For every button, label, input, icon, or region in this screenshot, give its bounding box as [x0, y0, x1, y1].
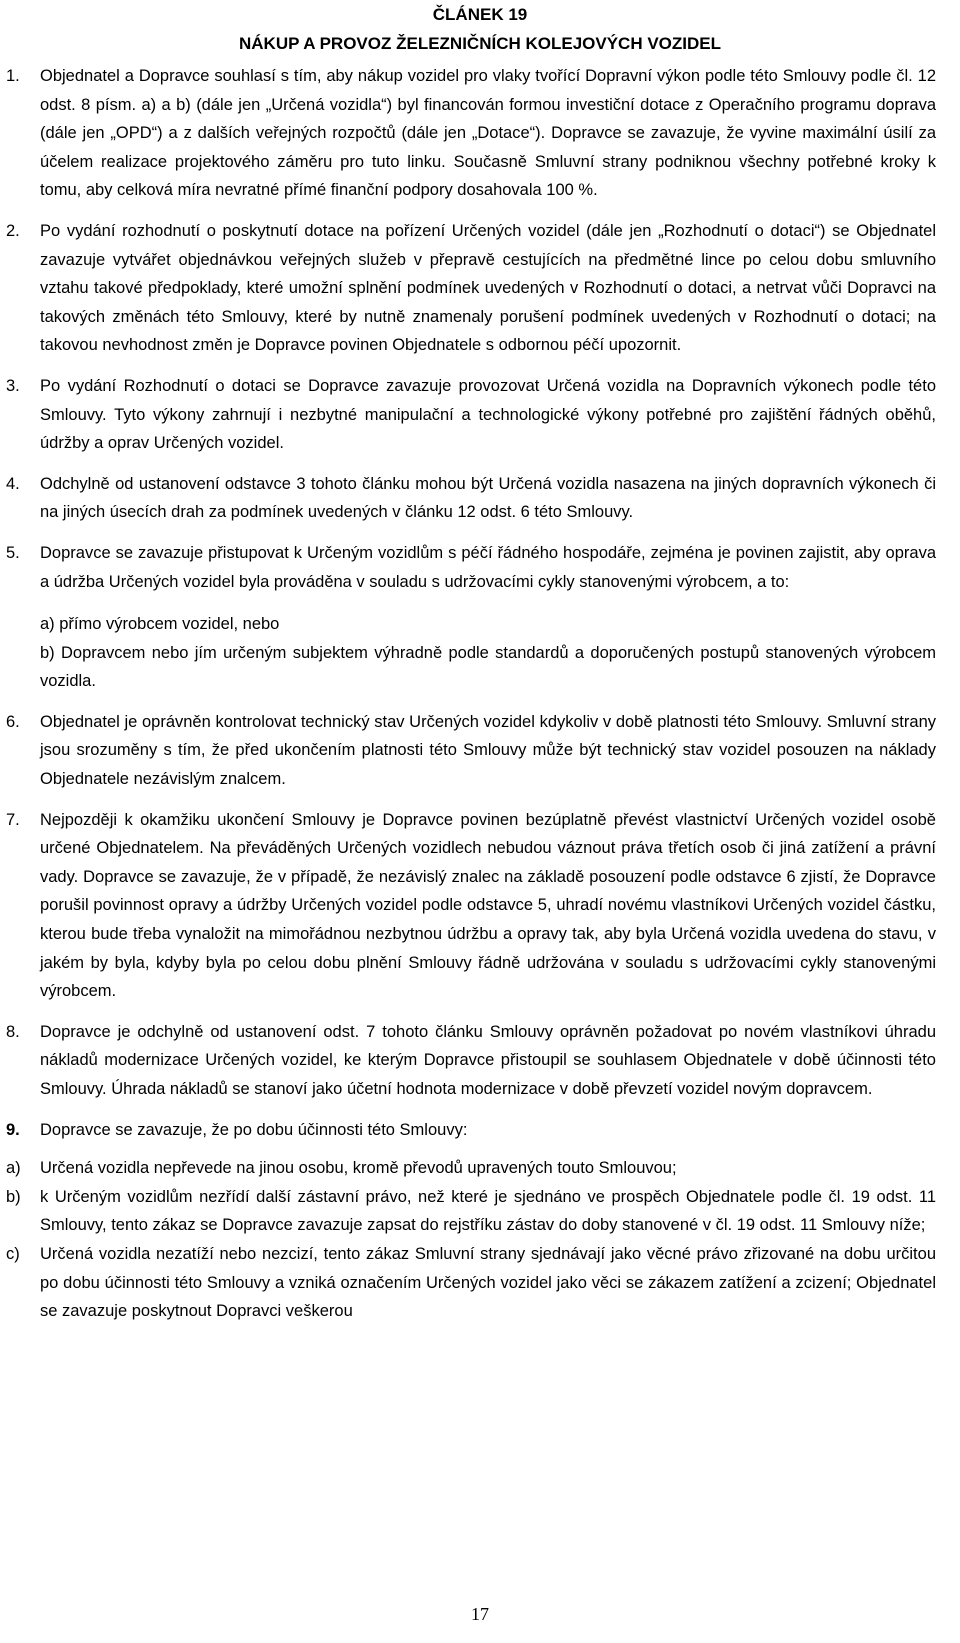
paragraph-subitems	[40, 610, 936, 696]
paragraph-number: 5.	[6, 543, 20, 562]
paragraph-text: Objednatel je oprávněn kontrolovat technický stav Určených vozidel kdykoliv v době platnosti této Smlouvy. Smluvní strany jsou srozuměny s tím, že před ukončením platnosti této Smlouvy může být technický stav vozidel posouzen na náklady Objednatele nezávislým znalcem.	[40, 712, 936, 789]
paragraph-text: Po vydání rozhodnutí o poskytnutí dotace na pořízení Určených vozidel (dále jen „Rozhodnutí o dotaci“) se Objednatel zavazuje vytvářet objednávkou veřejných služeb v přepravě cestujících na předmětné lince po celou dobu smluvního vztahu takové předpoklady, které umožní splnění podmínek uvedených v Rozhodnutí o dotaci, a netrvat vůči Dopravci na takových změnách této Smlouvy, které by nutně znamenaly porušení podmínek uvedených v Rozhodnutí o dotaci; na takovou nevhodnost změn je Dopravce povinen Objednatele s odbornou péčí upozornit.	[40, 221, 936, 355]
paragraph-number: 2.	[6, 221, 20, 240]
list-item	[6, 1240, 936, 1326]
paragraph-text: Nejpozději k okamžiku ukončení Smlouvy je Dopravce povinen bezúplatně převést vlastnictví Určených vozidel osobě určené Objednatelem. Na převáděných Určených vozidlech nebudou váznout práva třetích osob či jiná zatížení a právní vady. Dopravce se zavazuje, že v případě, že nezávislý znalec na základě posouzení podle odstavce 6 zjistí, že Dopravce porušil povinnost opravy a údržby Určených vozidel podle odstavce 5, uhradí novému vlastníkovi Určených vozidel částku, kterou bude třeba vynaložit na mimořádnou nezbytnou údržbu a opravy tak, aby byla Určená vozidla uvedena do stavu, v jakém by byla, kdyby byla po celou dobu plnění Smlouvy řádně udržována v souladu s udržovacími cykly stanovenými výrobcem.	[40, 810, 936, 1001]
paragraph-text: Dopravce je odchylně od ustanovení odst. 7 tohoto článku Smlouvy oprávněn požadovat po novém vlastníkovi úhradu nákladů modernizace Určených vozidel, ke kterým Dopravce přistoupil se souhlasem Objednatele v době účinnosti této Smlouvy. Úhrada nákladů se stanoví jako účetní hodnota modernizace v době převzetí vozidel novým dopravcem.	[40, 1022, 936, 1098]
list-item	[6, 1183, 936, 1240]
paragraph-text: Odchylně od ustanovení odstavce 3 tohoto článku mohou být Určená vozidla nasazena na jiných dopravních výkonech či na jiných úsecích drah za podmínek uvedených v článku 12 odst. 6 této Smlouvy.	[40, 474, 936, 522]
paragraph-number: 8.	[6, 1022, 20, 1041]
paragraph-5	[6, 539, 936, 696]
paragraph-number: 6.	[6, 712, 20, 731]
paragraph-1	[6, 62, 936, 205]
article-heading	[0, 0, 960, 58]
paragraph-3	[6, 372, 936, 458]
paragraph-8	[6, 1018, 936, 1104]
list-item-label: c)	[6, 1244, 20, 1263]
paragraph-2	[6, 217, 936, 360]
paragraph-number: 4.	[6, 474, 20, 493]
paragraph-number: 1.	[6, 67, 20, 85]
paragraph-6	[6, 708, 936, 794]
paragraph-9	[6, 1116, 936, 1145]
paragraph-4	[6, 470, 936, 527]
list-item-label: b)	[6, 1187, 21, 1206]
paragraph-9-list	[6, 1154, 936, 1326]
list-item	[6, 1154, 936, 1183]
paragraph-number: 3.	[6, 376, 20, 395]
subitem-a: a) přímo výrobcem vozidel, nebo	[40, 615, 280, 634]
paragraph-number: 7.	[6, 810, 20, 829]
list-item-text: k Určeným vozidlům nezřídí další zástavní právo, než které je sjednáno ve prospěch Objednatele podle čl. 19 odst. 11 Smlouvy, tento zákaz se Dopravce zavazuje zapsat do rejstříku zástav do doby stanovené v čl. 19 odst. 11 Smlouvy níže;	[40, 1187, 936, 1235]
paragraph-text: Dopravce se zavazuje, že po dobu účinnosti této Smlouvy:	[40, 1120, 468, 1139]
paragraph-text: Dopravce se zavazuje přistupovat k Určeným vozidlům s péčí řádného hospodáře, zejména je povinen zajistit, aby oprava a údržba Určených vozidel byla prováděna v souladu s udržovacími cykly stanovenými výrobcem, a to:	[40, 543, 936, 591]
paragraph-content	[40, 539, 936, 696]
subitem-b: b) Dopravcem nebo jím určeným subjektem výhradně podle standardů a doporučených postupů stanovených výrobcem vozidla.	[40, 643, 936, 691]
article-body	[6, 62, 936, 1326]
paragraph-text: Po vydání Rozhodnutí o dotaci se Dopravce zavazuje provozovat Určená vozidla na Dopravních výkonech podle této Smlouvy. Tyto výkony zahrnují i nezbytné manipulační a technologické výkony potřebné pro zajištění řádných oběhů, údržby a oprav Určených vozidel.	[40, 376, 936, 453]
paragraph-text: Objednatel a Dopravce souhlasí s tím, aby nákup vozidel pro vlaky tvořící Dopravní výkon podle této Smlouvy podle čl. 12 odst. 8 písm. a) a b) (dále jen „Určená vozidla“) byl financován formou investiční dotace z Operačního programu doprava (dále jen „OPD“) a z dalších veřejných rozpočtů (dále jen „Dotace“). Dopravce se zavazuje, že vyvine maximální úsilí za účelem realizace projektového záměru pro tuto linku. Současně Smluvní strany podniknou všechny potřebné kroky k tomu, aby celková míra nevratné přímé finanční podpory dosahovala 100 %.	[40, 67, 936, 200]
paragraph-number: 9.	[6, 1120, 20, 1139]
list-item-label: a)	[6, 1159, 21, 1178]
list-item-text: Určená vozidla nezatíží nebo nezcizí, tento zákaz Smluvní strany sjednávají jako věcné právo zřizované na dobu určitou po dobu účinnosti této Smlouvy a vzniká označením Určených vozidel jako věci se zákazem zatížení a zcizení; Objednatel se zavazuje poskytnout Dopravci veškerou	[40, 1244, 936, 1321]
article-title: NÁKUP A PROVOZ ŽELEZNIČNÍCH KOLEJOVÝCH VOZIDEL	[238, 34, 722, 53]
list-item-text: Určená vozidla nepřevede na jinou osobu, kromě převodů upravených touto Smlouvou;	[40, 1159, 677, 1178]
article-number: ČLÁNEK 19	[432, 5, 528, 24]
paragraph-7	[6, 806, 936, 1006]
page-number: 17	[471, 1604, 489, 1624]
